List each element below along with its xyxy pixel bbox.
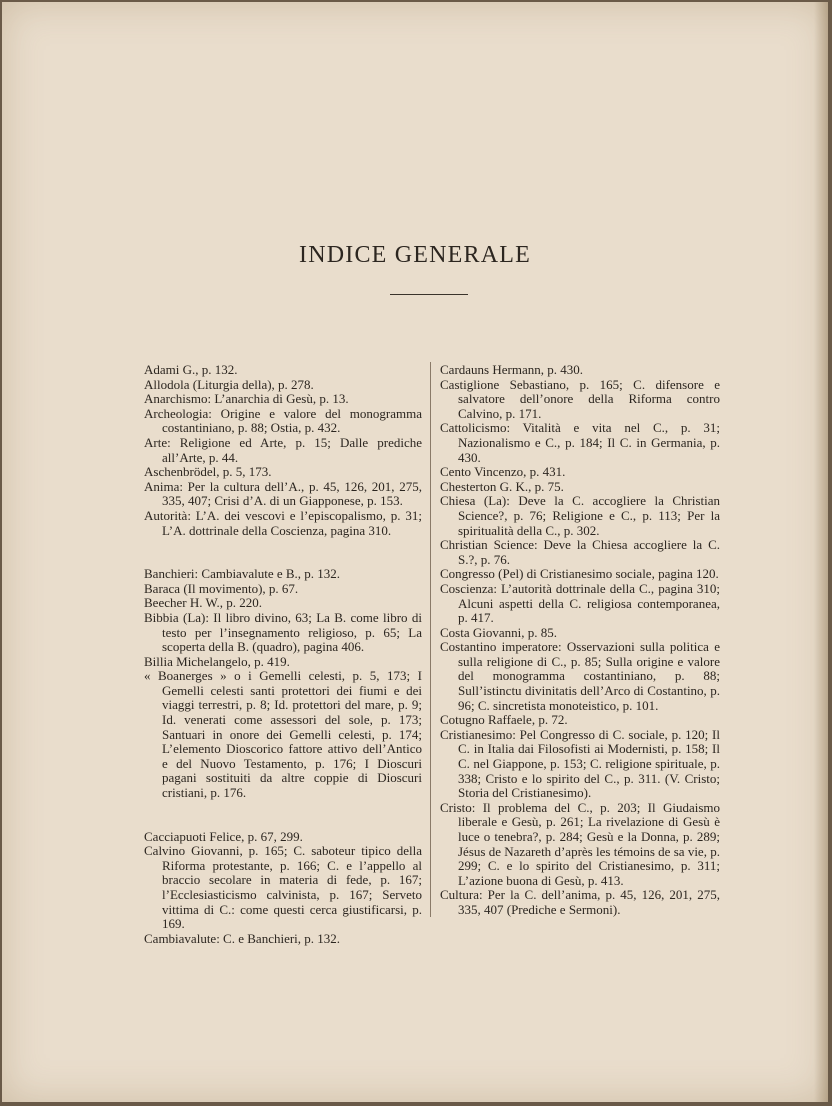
index-entry: Cultura: Per la C. dell’anima, p. 45, 126, 201, 275, 335, 407 (Prediche e Sermoni). [440,887,720,917]
index-entry: Costa Giovanni, p. 85. [440,624,557,640]
index-entry: Calvino Giovanni, p. 165; C. saboteur tipico della Riforma protestante, p. 166; C. e l’appello al braccio secolare in materia di fede, p. 167; l’Ecclesiasticismo calvinista, p. 167; Serveto vittima di C.: come questi cerca giustificarsi, p. 169. [144,843,422,932]
page-title: INDICE GENERALE [299,242,531,268]
index-entry: « Boanerges » o i Gemelli celesti, p. 5, 173; I Gemelli celesti santi protettori dei fiumi e dei viaggi terrestri, p. 8; Id. protettori del mare, p. 9; Id. venerati come assessori del sole, p. 173; Santuari in onore dei Gemelli celesti, p. 174; L’elemento Dioscorico fattore attivo dell’Antico e del Nuovo Testamento, p. 176; I Dioscuri pagani sostituiti da altre coppie di Dioscuri cristiani, p. 176. [144,668,422,801]
page-edge-shadow [814,2,828,1102]
index-entry: Beecher H. W., p. 220. [144,595,263,611]
index-entry: Cacciapuoti Felice, p. 67, 299. [144,828,303,844]
section-gap [144,801,422,830]
index-entry: Baraca (Il movimento), p. 67. [144,580,299,596]
index-entry: Cattolicismo: Vitalità e vita nel C., p. 31; Nazionalismo e C., p. 184; Il C. in Germania, p. 430. [440,420,720,465]
column-divider [430,362,431,917]
index-entry: Bibbia (La): Il libro divino, 63; La B. come libro di testo per l’insegnamento religioso, p. 65; La scoperta della B. (quadro), pagina 406. [144,609,422,655]
index-entry: Cambiavalute: C. e Banchieri, p. 132. [144,930,341,946]
index-entry: Billia Michelangelo, p. 419. [144,653,290,669]
index-entry: Christian Science: Deve la Chiesa accogliere la C. S.?, p. 76. [440,537,720,567]
index-entry: Costantino imperatore: Osservazioni sulla politica e sulla religione di C., p. 85; Sulla origine e valore del monogramma costantiniano, p. 88; Sull’istinctu divinitatis dell’Arco di Costantino, p. 96; C. sincretista monoteistico, p. 101. [440,639,720,713]
index-column-right [440,363,720,918]
title-rule [390,294,468,295]
index-entry: Arte: Religione ed Arte, p. 15; Dalle prediche all’Arte, p. 44. [144,434,422,465]
book-page [2,2,828,1102]
index-entry: Chiesa (La): Deve la C. accogliere la Christian Science?, p. 76; Religione e C., p. 113; Per la spiritualità della C., p. 302. [440,493,720,538]
index-entry: Coscienza: L’autorità dottrinale della C., pagina 310; Alcuni aspetti della C. religiosa contemporanea, p. 417. [440,580,720,626]
index-entry: Anarchismo: L’anarchia di Gesù, p. 13. [144,391,349,407]
index-entry: Anima: Per la cultura dell’A., p. 45, 126, 201, 275, 335, 407; Crisi d’A. di un Giapponese, p. 153. [144,478,422,509]
index-entry: Cardauns Hermann, p. 430. [440,362,583,377]
index-entry: Banchieri: Cambiavalute e B., p. 132. [144,566,341,582]
index-column-left [144,363,422,946]
index-entry: Aschenbrödel, p. 5, 173. [144,464,272,480]
index-entry: Castiglione Sebastiano, p. 165; C. difensore e salvatore dell’onore della Riforma contro Calvino, p. 171. [440,376,720,421]
index-entry: Allodola (Liturgia della), p. 278. [144,376,314,392]
index-entry: Cotugno Raffaele, p. 72. [440,712,568,728]
index-entry: Cento Vincenzo, p. 431. [440,464,566,480]
index-entry: Autorità: L’A. dei vescovi e l’episcopalismo, p. 31; L’A. dottrinale della Coscienza, pagina 310. [144,507,422,538]
index-entry: Cristianesimo: Pel Congresso di C. sociale, p. 120; Il C. in Italia dai Filosofisti ai Modernisti, p. 158; Il C. nel Giappone, p. 153; C. religione spirituale, p. 338; Cristo e lo spirito del C., p. 311. (V. Cristo; Storia del Cristianesimo). [440,726,720,801]
index-entry: Adami G., p. 132. [144,362,238,377]
index-entry: Congresso (Pel) di Cristianesimo sociale, pagina 120. [440,566,719,582]
index-entry: Archeologia: Origine e valore del monogramma costantiniano, p. 88; Ostia, p. 432. [144,405,422,436]
section-gap [144,538,422,567]
index-entry: Cristo: Il problema del C., p. 203; Il Giudaismo liberale e Gesù, p. 261; La rivelazione di Gesù è luce o tenebra?, p. 284; Gesù e la Donna, p. 289; Jésus de Nazareth d’après les témoins de sa vie, p. 299; C. e lo spirito del Cristianesimo, p. 311; L’azione buona di Gesù, p. 413. [440,799,720,888]
index-entry: Chesterton G. K., p. 75. [440,478,564,494]
